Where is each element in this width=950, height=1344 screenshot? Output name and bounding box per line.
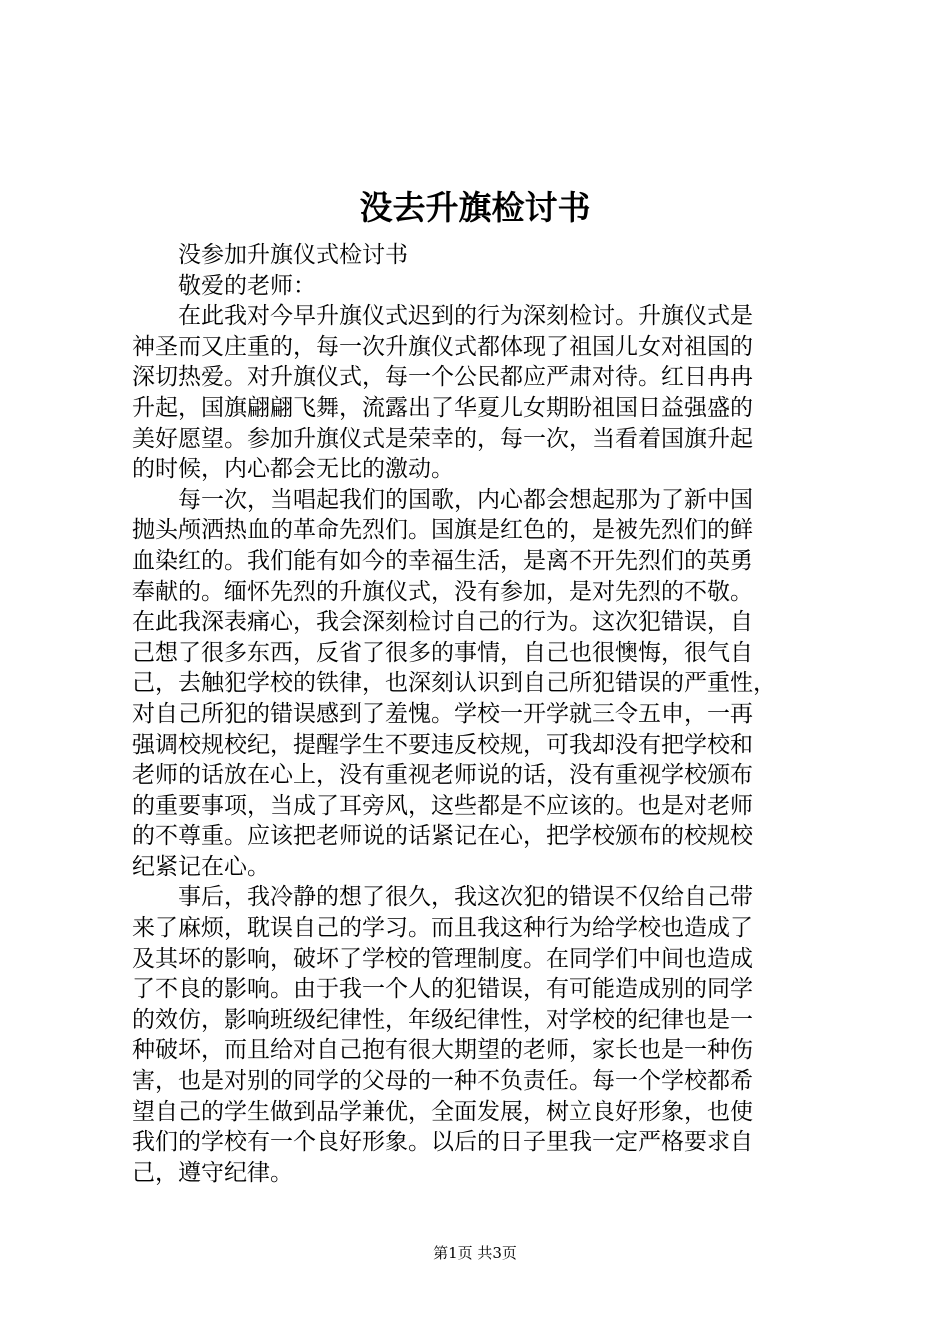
subtitle-line: 没参加升旗仪式检讨书 (178, 242, 408, 268)
paragraph-2-line: 的重要事项，当成了耳旁风，这些都是不应该的。也是对老师 (132, 792, 753, 819)
paragraph-2-line: 己想了很多东西，反省了很多的事情，自己也很懊悔，很气自 (132, 639, 753, 666)
paragraph-3-line: 了不良的影响。由于我一个人的犯错误，有可能造成别的同学 (132, 976, 753, 1003)
paragraph-2-line: 己，去触犯学校的铁律，也深刻认识到自己所犯错误的严重性， (132, 670, 776, 697)
page-title: 没去升旗检讨书 (359, 188, 591, 227)
paragraph-3-line: 来了麻烦，耽误自己的学习。而且我这种行为给学校也造成了 (132, 915, 753, 942)
page-number-footer: 第1页 共3页 (433, 1244, 517, 1262)
salutation-line: 敬爱的老师： (178, 272, 316, 299)
paragraph-1-line: 神圣而又庄重的，每一次升旗仪式都体现了祖国儿女对祖国的 (132, 333, 753, 360)
paragraph-2-line: 血染红的。我们能有如今的幸福生活，是离不开先烈们的英勇 (132, 547, 753, 574)
paragraph-1-line: 升起，国旗翩翩飞舞，流露出了华夏儿女期盼祖国日益强盛的 (132, 394, 753, 421)
paragraph-1-line: 美好愿望。参加升旗仪式是荣幸的，每一次，当看着国旗升起 (132, 425, 753, 452)
paragraph-3-line: 我们的学校有一个良好形象。以后的日子里我一定严格要求自 (132, 1129, 753, 1156)
paragraph-2-line: 纪紧记在心。 (132, 853, 270, 880)
paragraph-3-line: 害，也是对别的同学的父母的一种不负责任。每一个学校都希 (132, 1068, 753, 1095)
paragraph-3-line: 及其坏的影响，破坏了学校的管理制度。在同学们中间也造成 (132, 945, 753, 972)
paragraph-1-line: 在此我对今早升旗仪式迟到的行为深刻检讨。升旗仪式是 (178, 303, 753, 330)
document-body (132, 240, 832, 1188)
paragraph-2-line: 强调校规校纪，提醒学生不要违反校规，可我却没有把学校和 (132, 731, 753, 758)
paragraph-2-line: 的不尊重。应该把老师说的话紧记在心，把学校颁布的校规校 (132, 823, 753, 850)
paragraph-1-line: 深切热爱。对升旗仪式，每一个公民都应严肃对待。红日冉冉 (132, 364, 753, 391)
paragraph-3-line: 望自己的学生做到品学兼优，全面发展，树立良好形象，也使 (132, 1098, 753, 1125)
paragraph-2-line: 奉献的。缅怀先烈的升旗仪式，没有参加，是对先烈的不敬。 (132, 578, 753, 605)
paragraph-2-line: 老师的话放在心上，没有重视老师说的话，没有重视学校颁布 (132, 762, 753, 789)
paragraph-1-line: 的时候，内心都会无比的激动。 (132, 456, 454, 483)
paragraph-3-line: 的效仿，影响班级纪律性，年级纪律性，对学校的纪律也是一 (132, 1006, 753, 1033)
paragraph-2-line: 对自己所犯的错误感到了羞愧。学校一开学就三令五申，一再 (132, 700, 753, 727)
paragraph-2-line: 在此我深表痛心，我会深刻检讨自己的行为。这次犯错误，自 (132, 609, 753, 636)
paragraph-2-line: 每一次，当唱起我们的国歌，内心都会想起那为了新中国 (178, 486, 753, 513)
paragraph-3-line: 种破坏，而且给对自己抱有很大期望的老师，家长也是一种伤 (132, 1037, 753, 1064)
paragraph-3-line: 事后，我冷静的想了很久，我这次犯的错误不仅给自己带 (178, 884, 753, 911)
paragraph-2-line: 抛头颅洒热血的革命先烈们。国旗是红色的，是被先烈们的鲜 (132, 517, 753, 544)
paragraph-3-line: 己，遵守纪律。 (132, 1159, 293, 1186)
